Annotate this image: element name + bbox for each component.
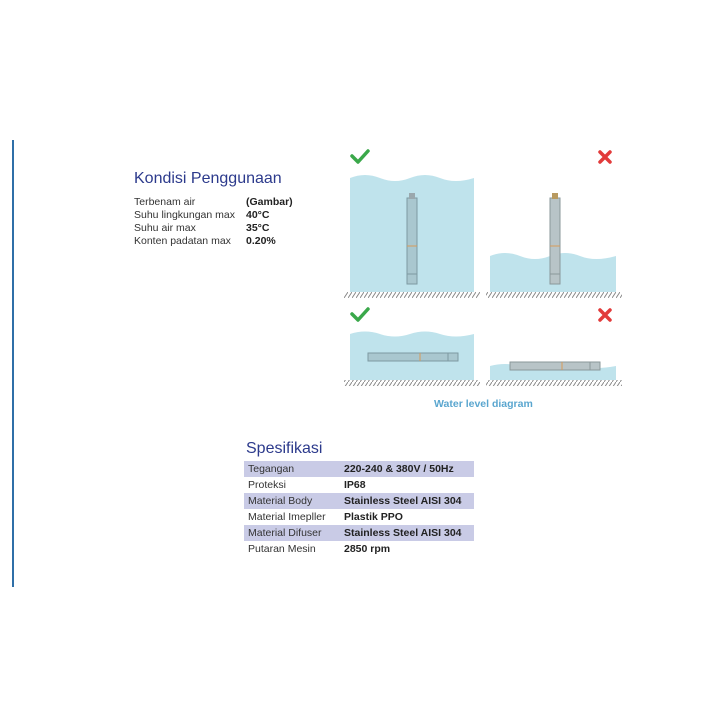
spec-label: Putaran Mesin xyxy=(248,543,316,555)
spec-label: Tegangan xyxy=(248,463,295,475)
spec-row xyxy=(244,541,474,557)
kondisi-label: Konten padatan max xyxy=(134,235,231,247)
kondisi-value: 35°C xyxy=(246,222,270,234)
spec-row xyxy=(244,493,474,509)
ground xyxy=(344,292,480,298)
spesifikasi-title: Spesifikasi xyxy=(246,440,323,457)
spec-row xyxy=(244,461,474,477)
spec-value: Stainless Steel AISI 304 xyxy=(344,495,462,507)
spec-value: Plastik PPO xyxy=(344,511,403,523)
pump-cap xyxy=(552,193,558,199)
spec-row xyxy=(244,525,474,541)
panel-vertical-partial xyxy=(486,152,622,298)
pump-body xyxy=(550,198,560,284)
check-icon xyxy=(352,309,368,320)
kondisi-row xyxy=(134,235,293,248)
cross-icon xyxy=(600,152,610,162)
spec-value: 220-240 & 380V / 50Hz xyxy=(344,463,454,475)
check-icon xyxy=(352,151,368,162)
kondisi-value: 0.20% xyxy=(246,235,276,247)
spec-value: Stainless Steel AISI 304 xyxy=(344,527,462,539)
ground xyxy=(486,380,622,386)
spec-label: Material Imepller xyxy=(248,511,326,523)
kondisi-title: Kondisi Penggunaan xyxy=(134,170,282,187)
diagram-caption: Water level diagram xyxy=(434,398,533,410)
panel-horizontal-submerged xyxy=(344,309,480,386)
kondisi-value: 40°C xyxy=(246,209,270,221)
kondisi-row xyxy=(134,196,293,209)
left-accent-line xyxy=(12,140,14,587)
kondisi-row xyxy=(134,209,293,222)
spec-value: IP68 xyxy=(344,479,366,491)
kondisi-row xyxy=(134,222,293,235)
ground xyxy=(344,380,480,386)
spec-row xyxy=(244,477,474,493)
cross-icon xyxy=(600,310,610,320)
kondisi-label: Suhu lingkungan max xyxy=(134,209,235,221)
water-level-diagram-svg xyxy=(340,148,630,408)
kondisi-label: Suhu air max xyxy=(134,222,196,234)
spesifikasi-table xyxy=(244,461,474,557)
spec-label: Proteksi xyxy=(248,479,286,491)
pump-body xyxy=(510,362,600,370)
panel-horizontal-partial xyxy=(486,310,622,386)
spec-value: 2850 rpm xyxy=(344,543,391,555)
spec-label: Material Difuser xyxy=(248,527,322,539)
spec-label: Material Body xyxy=(248,495,313,507)
kondisi-value: (Gambar) xyxy=(246,196,293,208)
water-level-diagram xyxy=(340,148,630,408)
kondisi-table xyxy=(134,196,293,248)
kondisi-label: Terbenam air xyxy=(134,196,196,208)
panel-vertical-submerged xyxy=(344,151,480,298)
spec-row xyxy=(244,509,474,525)
pump-cap xyxy=(409,193,415,199)
ground xyxy=(486,292,622,298)
pump-body xyxy=(368,353,458,361)
pump-body xyxy=(407,198,417,284)
